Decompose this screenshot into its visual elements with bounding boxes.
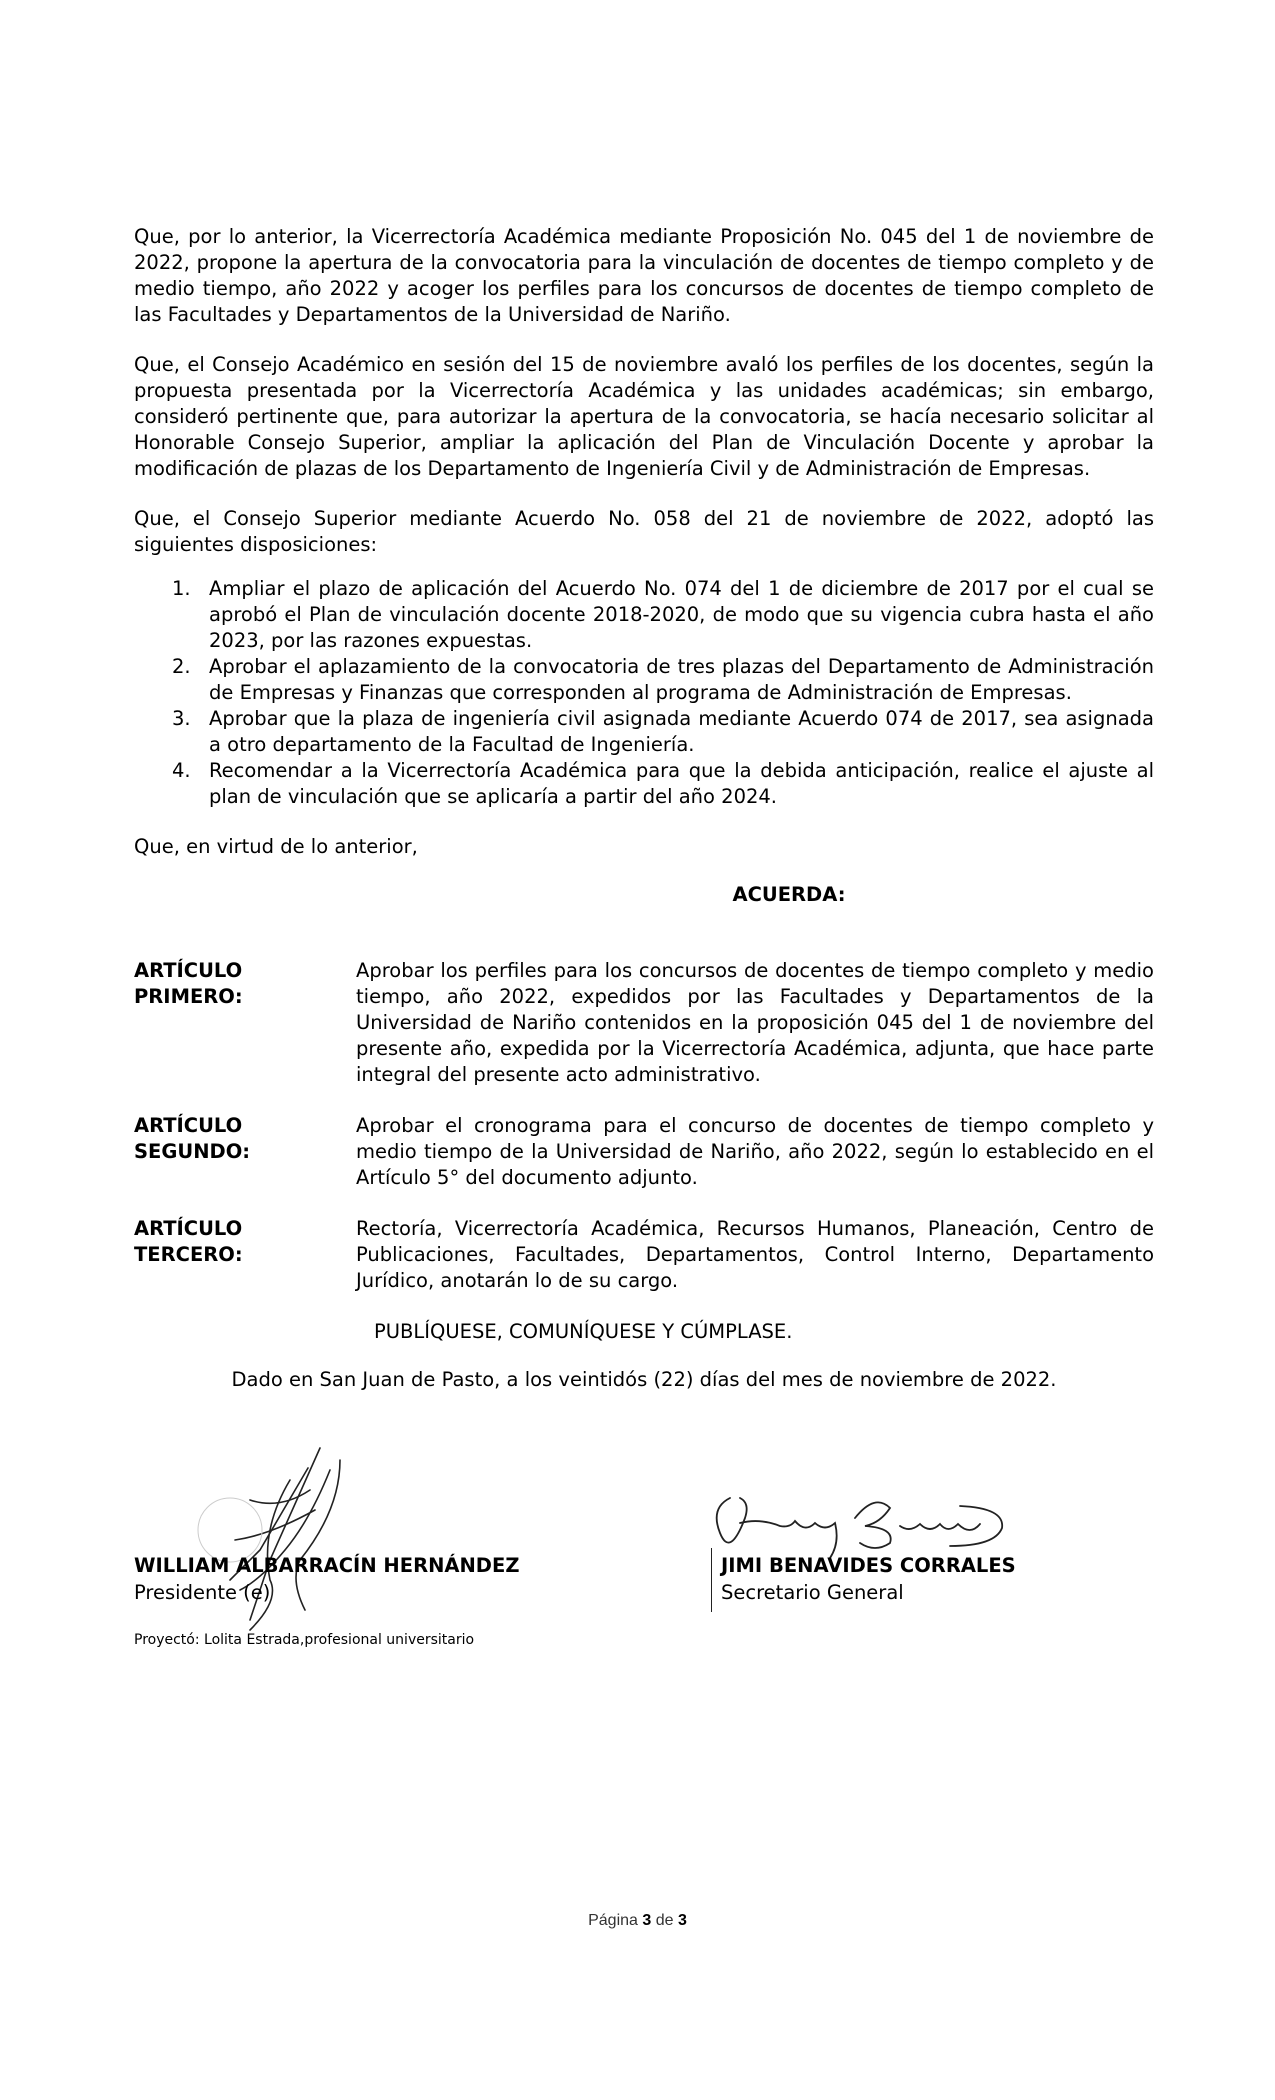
publiquese-line: PUBLÍQUESE, COMUNÍQUESE Y CÚMPLASE. xyxy=(374,1320,793,1343)
document-body xyxy=(134,224,1154,1393)
paragraph-2: Que, el Consejo Académico en sesión del 15 de noviembre avaló los perfiles de los docentes, según la propuesta presentada por la Vicerrectoría Académica y las unidades académicas; sin embargo, consideró pertinente que, para autorizar la apertura de la convocatoria, se hacía necesario solicitar al Honorable Consejo Superior, ampliar la aplicación del Plan de Vinculación Docente y aprobar la modificación de plazas de los Departamento de Ingeniería Civil y de Administración de Empresas. xyxy=(134,353,1154,480)
footer-middle: de xyxy=(655,1912,674,1929)
article-label: ARTÍCULO PRIMERO: xyxy=(134,959,243,1008)
footer-page-number: 3 xyxy=(642,1912,652,1929)
acuerda-heading: ACUERDA: xyxy=(732,883,846,906)
signature-divider xyxy=(711,1548,712,1612)
paragraph-1: Que, por lo anterior, la Vicerrectoría Académica mediante Proposición No. 045 del 1 de noviembre de 2022, propone la apertura de la convocatoria para la vinculación de docentes de tiempo completo y de medio tiempo, año 2022 y acoger los perfiles para los concursos de docentes de tiempo completo de las Facultades y Departamentos de la Universidad de Nariño. xyxy=(134,225,1154,326)
article-text: Rectoría, Vicerrectoría Académica, Recursos Humanos, Planeación, Centro de Publicaciones, Facultades, Departamentos, Control Interno, Departamento Jurídico, anotarán lo de su cargo. xyxy=(356,1217,1154,1292)
dispositions-list xyxy=(134,576,1154,810)
article-segundo xyxy=(134,1113,1154,1191)
signer-name: JIMI BENAVIDES CORRALES xyxy=(721,1554,1016,1577)
article-primero xyxy=(134,958,1154,1088)
proyecto-note: Proyectó: Lolita Estrada,profesional universitario xyxy=(134,1632,475,1648)
list-item: 2. Aprobar el aplazamiento de la convocatoria de tres plazas del Departamento de Administración de Empresas y Finanzas que corresponden al programa de Administración de Empresas. xyxy=(172,655,1154,704)
dado-line: Dado en San Juan de Pasto, a los veintidós (22) días del mes de noviembre de 2022. xyxy=(231,1368,1057,1391)
article-text: Aprobar el cronograma para el concurso de docentes de tiempo completo y medio tiempo de la Universidad de Nariño, año 2022, según lo establecido en el Artículo 5° del documento adjunto. xyxy=(356,1114,1154,1189)
signer-role: Presidente (e) xyxy=(134,1581,271,1604)
signer-role: Secretario General xyxy=(721,1581,904,1604)
list-item: 3. Aprobar que la plaza de ingeniería civil asignada mediante Acuerdo 074 de 2017, sea asignada a otro departamento de la Facultad de Ingeniería. xyxy=(172,707,1154,756)
signer-name: WILLIAM ALBARRACÍN HERNÁNDEZ xyxy=(134,1554,520,1577)
footer-prefix: Página xyxy=(588,1912,638,1929)
article-tercero xyxy=(134,1216,1154,1294)
closing-paragraph: Que, en virtud de lo anterior, xyxy=(134,835,418,858)
footer-total-pages: 3 xyxy=(677,1912,687,1929)
article-text: Aprobar los perfiles para los concursos de docentes de tiempo completo y medio tiempo, año 2022, expedidos por las Facultades y Departamentos de la Universidad de Nariño contenidos en la proposición 045 del 1 de noviembre del presente año, expedida por la Vicerrectoría Académica, adjunta, que hace parte integral del presente acto administrativo. xyxy=(356,959,1154,1086)
article-label: ARTÍCULO SEGUNDO: xyxy=(134,1114,251,1163)
list-item: 4. Recomendar a la Vicerrectoría Académica para que la debida anticipación, realice el ajuste al plan de vinculación que se aplicaría a partir del año 2024. xyxy=(172,759,1154,808)
list-item: 1. Ampliar el plazo de aplicación del Acuerdo No. 074 del 1 de diciembre de 2017 por el cual se aprobó el Plan de vinculación docente 2018-2020, de modo que su vigencia cubra hasta el año 2023, por las razones expuestas. xyxy=(172,577,1154,652)
signature-block-right xyxy=(721,1552,1016,1606)
signature-left-icon xyxy=(190,1440,390,1640)
page-footer xyxy=(0,1912,1275,1930)
signature-block-left xyxy=(134,1552,519,1606)
paragraph-3: Que, el Consejo Superior mediante Acuerdo No. 058 del 21 de noviembre de 2022, adoptó las siguientes disposiciones: xyxy=(134,507,1154,556)
article-label: ARTÍCULO TERCERO: xyxy=(134,1217,243,1266)
